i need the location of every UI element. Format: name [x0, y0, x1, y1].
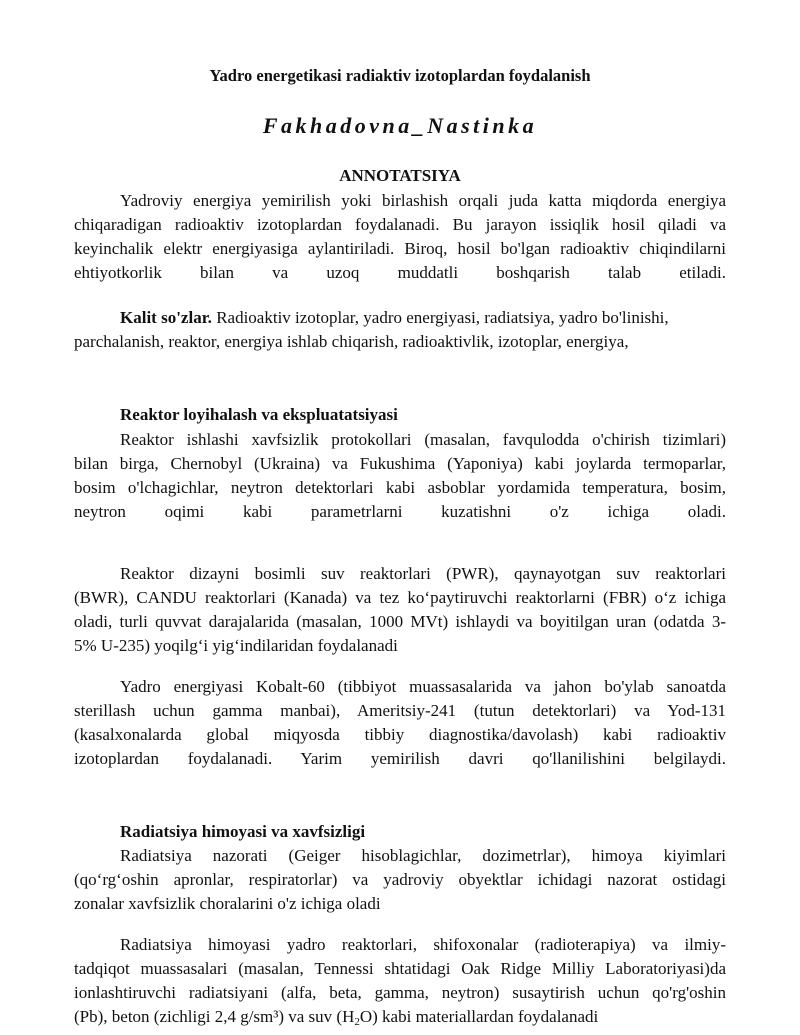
paragraph-line: zonalar xavfsizlik choralarini o'z ichiga oladi: [74, 894, 381, 913]
paragraph-line: tadqiqot muassasalari (masalan, Tennessi shtatidagi Oak Ridge Milliy Laboratoriyasi)da: [74, 959, 726, 978]
paragraph-line: Reaktor dizayni bosimli suv reaktorlari (PWR), qaynayotgan suv reaktorlari: [120, 564, 726, 583]
abstract-line: ehtiyotkorlik bilan va uzoq muddatli boshqarish talab etiladi.: [74, 263, 726, 282]
paragraph-line: [74, 1005, 726, 1029]
section-heading: Reaktor loyihalash va ekspluatatsiyasi: [120, 405, 398, 424]
paragraph-line: Yadro energiyasi Kobalt-60 (tibbiyot muassasalarida va jahon bo'ylab sanoatda: [120, 677, 726, 696]
abstract-line: keyinchalik elektr energiyasiga aylantiriladi. Biroq, hosil bo'lgan radioaktiv chiqindilarni: [74, 239, 726, 258]
paragraph-line: Radiatsiya himoyasi yadro reaktorlari, shifoxonalar (radioterapiya) va ilmiy-: [120, 935, 726, 954]
document-title: Yadro energetikasi radiaktiv izotoplardan foydalanish: [209, 66, 591, 85]
keywords-text: Radioaktiv izotoplar, yadro energiyasi, radiatsiya, yadro bo'linishi,: [211, 308, 669, 327]
paragraph-line: Reaktor ishlashi xavfsizlik protokollari (masalan, favqulodda o'chirish tizimlari): [120, 430, 726, 449]
paragraph-line: izotoplardan foydalanadi. Yarim yemirilish davri qo'llanilishini belgilaydi.: [74, 749, 726, 768]
paragraph-line: ionlashtiruvchi radiatsiyani (alfa, beta, gamma, neytron) susaytirish uchun qo'rg'oshin: [74, 983, 726, 1002]
text-run: O) kabi materiallardan foydalanadi: [359, 1007, 599, 1026]
keywords-label: Kalit so'zlar.: [120, 308, 212, 327]
paragraph-line: neytron oqimi kabi parametrlarni kuzatishni o'z ichiga oladi.: [74, 502, 726, 521]
keywords-line: parchalanish, reaktor, energiya ishlab chiqarish, radioaktivlik, izotoplar, energiya,: [74, 332, 629, 351]
paragraph-line: (kasalxonalarda global miqyosda tibbiy diagnostika/davolash) kabi radioaktiv: [74, 725, 726, 744]
paragraph-line: Radiatsiya nazorati (Geiger hisoblagichlar, dozimetrlar), himoya kiyimlari: [120, 846, 726, 865]
paragraph-line: (BWR), CANDU reaktorlari (Kanada) va tez ko‘paytiruvchi reaktorlarni (FBR) o‘z ichiga: [74, 588, 726, 607]
section-heading: Radiatsiya himoyasi va xavfsizligi: [120, 822, 366, 841]
paragraph-line: sterillash uchun gamma manbai), Ameritsiy-241 (tutun detektorlari) va Yod-131: [74, 701, 726, 720]
keywords-line: [74, 306, 726, 330]
abstract-line: Yadroviy energiya yemirilish yoki birlashish orqali juda katta miqdorda energiya: [120, 191, 726, 210]
author-name: Fakhadovna_Nastinka: [262, 113, 538, 138]
paragraph-line: (qo‘rg‘oshin apronlar, respiratorlar) va yadroviy obyektlar ichidagi nazorat ostidagi: [74, 870, 726, 889]
abstract-line: chiqaradigan radioaktiv izotoplardan foydalanadi. Bu jarayon issiqlik hosil qiladi va: [74, 215, 726, 234]
paragraph-line: 5% U-235) yoqilg‘i yig‘indilaridan foydalanadi: [74, 636, 398, 655]
annotation-heading: ANNOTATSIYA: [339, 166, 461, 185]
paragraph-line: bosim o'lchagichlar, neytron detektorlari kabi asboblar yordamida temperatura, bosim,: [74, 478, 726, 497]
paragraph-line: bilan birga, Chernobyl (Ukraina) va Fukushima (Yaponiya) kabi joylarda termoparlar,: [74, 454, 726, 473]
text-run: (Pb), beton (zichligi 2,4 g/sm³) va suv (H: [74, 1007, 355, 1026]
subscript: 2: [354, 1016, 360, 1028]
paragraph-line: oladi, turli quvvat darajalarida (masalan, 1000 MVt) ishlaydi va boyitilgan uran (odatda 3-: [74, 612, 726, 631]
